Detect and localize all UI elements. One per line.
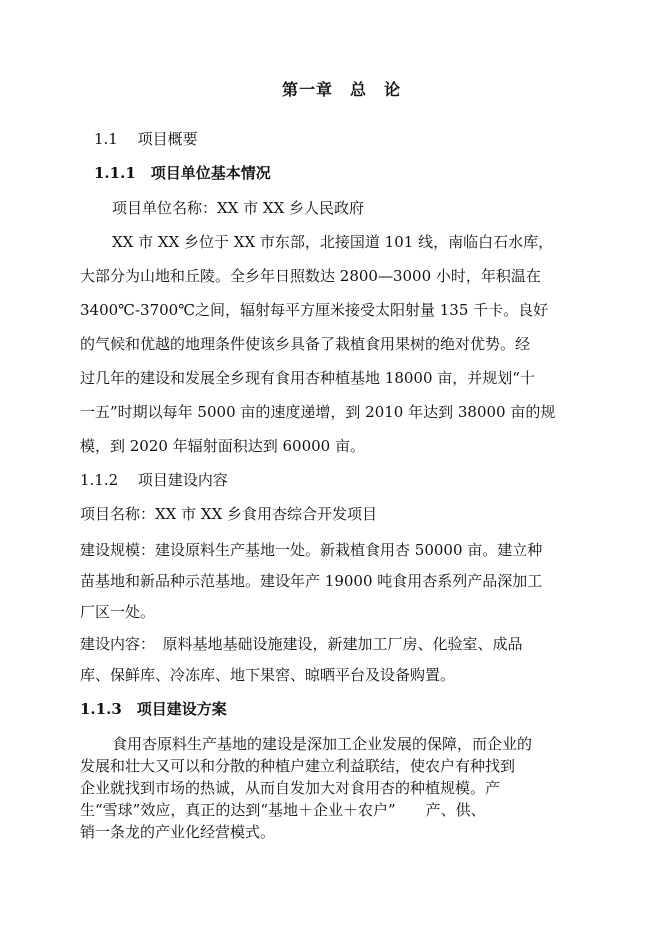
- section-1-1-2-heading: 1.1.2 项目建设内容: [80, 471, 228, 489]
- scale-line: 建设规模：建设原料生产基地一处。新栽植食用杏 50000 亩。建立种: [80, 541, 543, 559]
- section-1-1-1-heading: 1.1.1 项目单位基本情况: [94, 164, 271, 182]
- chapter-title: 第一章 总 论: [282, 80, 402, 99]
- section-1-1-3-heading: 1.1.3 项目建设方案: [80, 700, 227, 718]
- project-name-line: 项目名称：XX 市 XX 乡食用杏综合开发项目: [80, 505, 378, 523]
- content-line: 库、保鲜库、冷冻库、地下果窖、晾晒平台及设备购置。: [80, 666, 456, 684]
- plan-line: 销一条龙的产业化经营模式。: [80, 823, 276, 841]
- content-line: 建设内容： 原料基地基础设施建设，新建加工厂房、化验室、成品: [80, 635, 523, 653]
- plan-line: 食用杏原料生产基地的建设是深加工企业发展的保障，而企业的: [112, 735, 533, 753]
- paragraph-line: XX 市 XX 乡位于 XX 市东部，北接国道 101 线，南临白石水库，: [112, 233, 554, 251]
- plan-line: 生“雪球”效应，真正的达到“基地＋企业＋农户” 产、供、: [80, 801, 486, 819]
- scale-line: 厂区一处。: [80, 603, 156, 621]
- paragraph-line: 大部分为山地和丘陵。全乡年日照数达 2800—3000 小时，年积温在: [80, 267, 541, 285]
- paragraph-line: 的气候和优越的地理条件使该乡具备了栽植食用果树的绝对优势。经: [80, 335, 531, 353]
- plan-line: 企业就找到市场的热诚，从而自发加大对食用杏的种植规模。产: [80, 779, 501, 797]
- paragraph-line: 3400℃-3700℃之间，辐射每平方厘米接受太阳射量 135 千卡。良好: [80, 301, 549, 319]
- plan-line: 发展和壮大又可以和分散的种植户建立利益联结，使农户有种找到: [80, 757, 516, 775]
- section-1-1-heading: 1.1 项目概要: [94, 130, 198, 148]
- scale-line: 苗基地和新品种示范基地。建设年产 19000 吨食用杏系列产品深加工: [80, 572, 543, 590]
- unit-name-line: 项目单位名称：XX 市 XX 乡人民政府: [112, 199, 365, 217]
- paragraph-line: 一五”时期以每年 5000 亩的速度递增，到 2010 年达到 38000 亩的规: [80, 403, 556, 421]
- paragraph-line: 模，到 2020 年辐射面积达到 60000 亩。: [80, 437, 365, 455]
- paragraph-line: 过几年的建设和发展全乡现有食用杏种植基地 18000 亩，并规划“十: [80, 369, 535, 387]
